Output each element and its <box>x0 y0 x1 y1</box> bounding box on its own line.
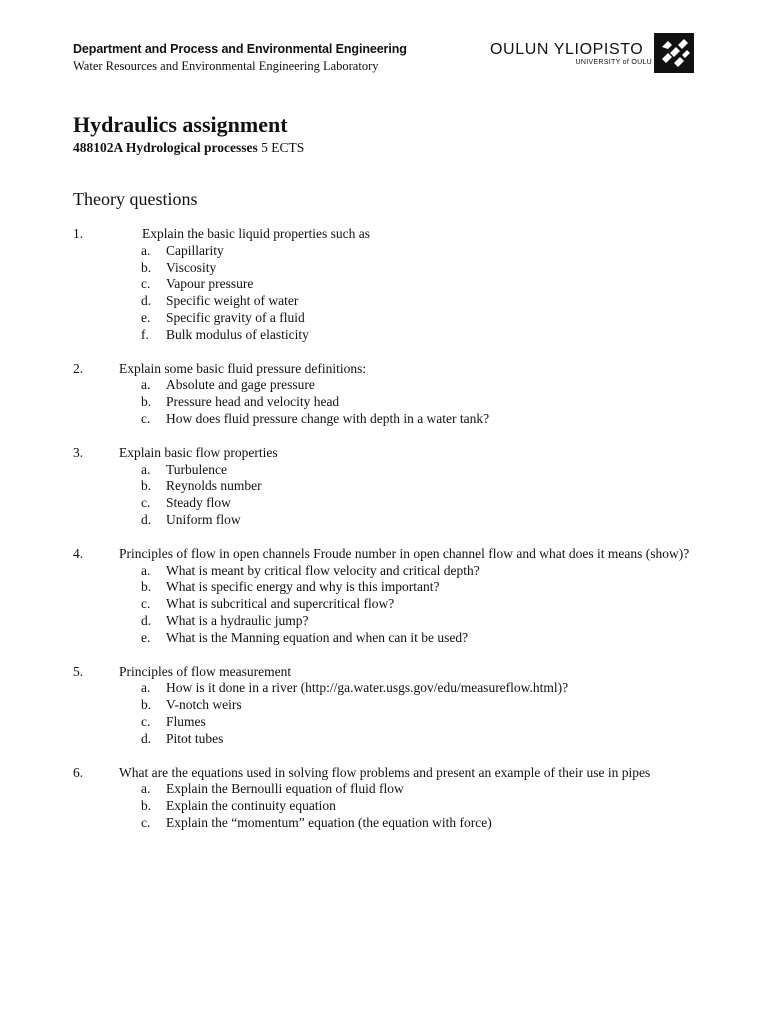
sub-question-text: Vapour pressure <box>166 276 254 292</box>
sub-question-letter: c. <box>141 713 151 729</box>
question-item <box>73 546 696 647</box>
question-text: Explain the basic liquid properties such as <box>142 226 370 241</box>
sub-question-text: V-notch weirs <box>166 697 242 713</box>
sub-question-text: Uniform flow <box>166 511 241 527</box>
sub-question-letter: b. <box>141 798 152 814</box>
sub-question-letter: a. <box>141 377 151 393</box>
sub-question-text: Specific gravity of a fluid <box>166 309 305 325</box>
logo-name: OULUN YLIOPISTO <box>490 41 644 58</box>
sub-question-letter: d. <box>141 730 152 746</box>
logo-subtitle: UNIVERSITY of OULU <box>575 59 652 66</box>
sub-question-list <box>119 462 696 529</box>
question-text: Explain basic flow properties <box>119 444 278 460</box>
question-number: 2. <box>73 360 84 376</box>
sub-question-letter: b. <box>141 478 152 494</box>
sub-question-letter: c. <box>141 495 151 511</box>
question-number: 5. <box>73 663 84 679</box>
sub-question-text: How does fluid pressure change with depth in a water tank? <box>166 410 490 426</box>
sub-question-item <box>141 495 696 512</box>
sub-question-item <box>141 781 696 798</box>
sub-question-letter: b. <box>141 579 152 595</box>
sub-question-item <box>141 276 696 293</box>
sub-question-text: Steady flow <box>166 495 231 511</box>
sub-question-text: Explain the continuity equation <box>166 798 336 814</box>
sub-question-text: Turbulence <box>166 461 227 477</box>
sub-question-letter: f. <box>141 326 149 342</box>
question-item <box>73 445 696 529</box>
sub-question-text: Pitot tubes <box>166 730 224 746</box>
sub-question-letter: c. <box>141 596 151 612</box>
university-logo <box>490 33 700 73</box>
sub-question-list <box>119 781 696 831</box>
laboratory-heading: Water Resources and Environmental Engineering Laboratory <box>73 59 379 73</box>
sub-question-letter: d. <box>141 612 152 628</box>
sub-question-list <box>119 243 696 344</box>
course-code-name: 488102A Hydrological processes <box>73 140 258 155</box>
sub-question-letter: a. <box>141 680 151 696</box>
sub-question-letter: a. <box>141 781 151 797</box>
question-text: Principles of flow in open channels Froude number in open channel flow and what does it means (show)? <box>119 545 690 561</box>
question-list <box>73 226 696 832</box>
sub-question-item <box>141 293 696 310</box>
sub-question-text: Specific weight of water <box>166 293 299 309</box>
sub-question-item <box>141 731 696 748</box>
sub-question-item <box>141 394 696 411</box>
sub-question-list <box>119 563 696 647</box>
question-item <box>73 226 696 344</box>
sub-question-text: Flumes <box>166 713 206 729</box>
sub-question-item <box>141 798 696 815</box>
department-heading: Department and Process and Environmental Engineering <box>73 42 407 56</box>
sub-question-list <box>119 377 696 427</box>
question-number: 6. <box>73 764 84 780</box>
sub-question-text: What is meant by critical flow velocity and critical depth? <box>166 562 480 578</box>
question-item <box>73 361 696 428</box>
sub-question-text: How is it done in a river (http://ga.water.usgs.gov/edu/measureflow.html)? <box>166 680 569 696</box>
sub-question-item <box>141 714 696 731</box>
question-number: 1. <box>73 226 84 241</box>
sub-question-item <box>141 260 696 277</box>
sub-question-item <box>141 310 696 327</box>
sub-question-text: What is subcritical and supercritical flow? <box>166 596 395 612</box>
sub-question-item <box>141 579 696 596</box>
sub-question-item <box>141 697 696 714</box>
sub-question-letter: a. <box>141 562 151 578</box>
question-text: Explain some basic fluid pressure definitions: <box>119 360 367 376</box>
sub-question-text: Explain the “momentum” equation (the equation with force) <box>166 814 492 830</box>
question-number: 4. <box>73 545 84 561</box>
sub-question-text: Explain the Bernoulli equation of fluid flow <box>166 781 404 797</box>
sub-question-letter: e. <box>141 309 151 325</box>
sub-question-letter: c. <box>141 814 151 830</box>
document-title: Hydraulics assignment <box>73 112 288 137</box>
sub-question-text: Absolute and gage pressure <box>166 377 315 393</box>
question-number: 3. <box>73 444 84 460</box>
sub-question-letter: a. <box>141 461 151 477</box>
sub-question-letter: a. <box>141 242 151 258</box>
sub-question-item <box>141 680 696 697</box>
question-text: Principles of flow measurement <box>119 663 292 679</box>
question-item <box>73 664 696 748</box>
sub-question-item <box>141 613 696 630</box>
sub-question-item <box>141 512 696 529</box>
sub-question-text: Bulk modulus of elasticity <box>166 326 309 342</box>
sub-question-letter: b. <box>141 259 152 275</box>
sub-question-letter: d. <box>141 293 152 309</box>
sub-question-item <box>141 411 696 428</box>
sub-question-text: What is a hydraulic jump? <box>166 612 309 628</box>
sub-question-text: What is specific energy and why is this important? <box>166 579 440 595</box>
sub-question-letter: c. <box>141 410 151 426</box>
sub-question-item <box>141 630 696 647</box>
sub-question-item <box>141 815 696 832</box>
course-line <box>73 140 304 156</box>
sub-question-text: Viscosity <box>166 259 217 275</box>
question-item <box>73 765 696 832</box>
sub-question-letter: b. <box>141 697 152 713</box>
sub-question-item <box>141 327 696 344</box>
question-text: What are the equations used in solving flow problems and present an example of their use in pipes <box>119 764 651 780</box>
sub-question-text: Reynolds number <box>166 478 262 494</box>
sub-question-letter: d. <box>141 511 152 527</box>
sub-question-letter: e. <box>141 629 151 645</box>
sub-question-letter: c. <box>141 276 151 292</box>
sub-question-letter: b. <box>141 394 152 410</box>
sub-question-item <box>141 243 696 260</box>
sub-question-item <box>141 596 696 613</box>
sub-question-list <box>119 680 696 747</box>
section-title: Theory questions <box>73 189 198 209</box>
course-credits: 5 ECTS <box>261 140 305 155</box>
university-emblem-icon <box>654 33 694 73</box>
sub-question-item <box>141 478 696 495</box>
sub-question-text: Capillarity <box>166 242 224 258</box>
sub-question-item <box>141 563 696 580</box>
sub-question-text: What is the Manning equation and when can it be used? <box>166 629 469 645</box>
sub-question-item <box>141 377 696 394</box>
sub-question-text: Pressure head and velocity head <box>166 394 340 410</box>
sub-question-item <box>141 462 696 479</box>
